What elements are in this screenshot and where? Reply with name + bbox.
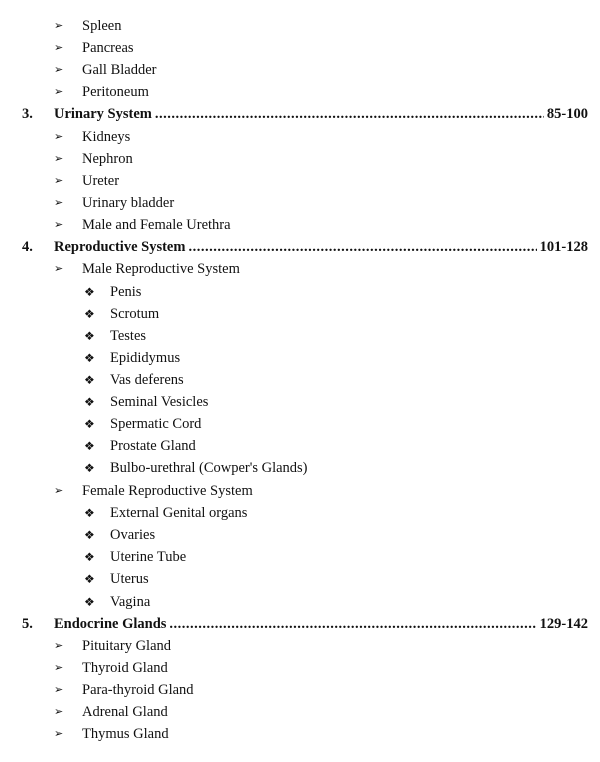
item-label: Peritoneum <box>82 84 149 100</box>
item-label: Male and Female Urethra <box>82 217 231 233</box>
item-label: Vagina <box>110 594 151 610</box>
list-item <box>54 635 171 657</box>
section-pages: 101-128 <box>539 239 588 255</box>
list-item <box>84 281 141 303</box>
item-label: Epididymus <box>110 350 181 366</box>
arrow-bullet-icon: ➢ <box>54 42 64 54</box>
section-pages: 129-142 <box>539 616 588 632</box>
item-label: Vas deferens <box>110 372 184 388</box>
list-item <box>54 126 130 148</box>
arrow-bullet-icon: ➢ <box>54 64 64 76</box>
section-title: Endocrine Glands <box>54 616 167 632</box>
section-title: Urinary System <box>54 106 152 122</box>
diamond-bullet-icon: ❖ <box>84 351 95 365</box>
arrow-bullet-icon: ➢ <box>54 662 64 674</box>
list-item <box>54 15 121 37</box>
subgroup-label: Female Reproductive System <box>82 483 253 499</box>
list-item <box>54 170 119 192</box>
item-label: Testes <box>110 328 147 344</box>
list-item <box>54 192 174 214</box>
item-label: Uterine Tube <box>110 549 187 565</box>
item-label: Kidneys <box>82 129 131 145</box>
arrow-bullet-icon: ➢ <box>54 485 64 497</box>
list-item <box>54 59 157 81</box>
diamond-bullet-icon: ❖ <box>84 506 95 520</box>
list-item <box>84 435 196 457</box>
item-label: Thymus Gland <box>82 726 169 742</box>
subgroup-label: Male Reproductive System <box>82 261 240 277</box>
section-number: 5. <box>22 616 33 632</box>
dot-leader <box>155 103 544 125</box>
item-label: Para-thyroid Gland <box>82 682 194 698</box>
diamond-bullet-icon: ❖ <box>84 439 95 453</box>
diamond-bullet-icon: ❖ <box>84 528 95 542</box>
subgroup-heading <box>54 480 253 502</box>
diamond-bullet-icon: ❖ <box>84 461 95 475</box>
list-item <box>84 347 180 369</box>
item-label: Pancreas <box>82 40 134 56</box>
section-number: 4. <box>22 239 33 255</box>
diamond-bullet-icon: ❖ <box>84 595 95 609</box>
item-label: Adrenal Gland <box>82 704 168 720</box>
section-heading-reproductive-system <box>22 236 588 258</box>
item-label: Spermatic Cord <box>110 416 202 432</box>
arrow-bullet-icon: ➢ <box>54 706 64 718</box>
dot-leader <box>169 613 536 635</box>
arrow-bullet-icon: ➢ <box>54 197 64 209</box>
item-label: Uterus <box>110 571 149 587</box>
list-item <box>54 148 133 170</box>
diamond-bullet-icon: ❖ <box>84 417 95 431</box>
item-label: Prostate Gland <box>110 438 196 454</box>
item-label: Gall Bladder <box>82 62 157 78</box>
list-item <box>54 81 149 103</box>
item-label: Spleen <box>82 18 122 34</box>
list-item <box>54 723 169 745</box>
arrow-bullet-icon: ➢ <box>54 219 64 231</box>
diamond-bullet-icon: ❖ <box>84 550 95 564</box>
list-item <box>84 524 155 546</box>
diamond-bullet-icon: ❖ <box>84 395 95 409</box>
arrow-bullet-icon: ➢ <box>54 263 64 275</box>
list-item <box>54 214 231 236</box>
diamond-bullet-icon: ❖ <box>84 285 95 299</box>
list-item <box>54 37 134 59</box>
arrow-bullet-icon: ➢ <box>54 153 64 165</box>
item-label: Nephron <box>82 151 133 167</box>
item-label: Penis <box>110 284 142 300</box>
item-label: External Genital organs <box>110 505 248 521</box>
section-pages: 85-100 <box>546 106 588 122</box>
item-label: Ureter <box>82 173 120 189</box>
dot-leader <box>188 236 536 258</box>
list-item <box>84 568 149 590</box>
diamond-bullet-icon: ❖ <box>84 329 95 343</box>
item-label: Scrotum <box>110 306 160 322</box>
subgroup-heading <box>54 258 240 280</box>
arrow-bullet-icon: ➢ <box>54 728 64 740</box>
arrow-bullet-icon: ➢ <box>54 640 64 652</box>
list-item <box>84 413 201 435</box>
section-title: Reproductive System <box>54 239 186 255</box>
diamond-bullet-icon: ❖ <box>84 307 95 321</box>
list-item <box>84 325 146 347</box>
section-number: 3. <box>22 106 33 122</box>
item-label: Bulbo-urethral (Cowper's Glands) <box>110 460 308 476</box>
item-label: Pituitary Gland <box>82 638 172 654</box>
list-item <box>84 303 159 325</box>
arrow-bullet-icon: ➢ <box>54 684 64 696</box>
arrow-bullet-icon: ➢ <box>54 175 64 187</box>
list-item <box>84 457 308 479</box>
list-item <box>54 657 168 679</box>
list-item <box>84 591 150 613</box>
arrow-bullet-icon: ➢ <box>54 131 64 143</box>
list-item <box>84 391 208 413</box>
section-heading-endocrine-glands <box>22 613 588 635</box>
item-label: Seminal Vesicles <box>110 394 209 410</box>
list-item <box>54 679 194 701</box>
item-label: Ovaries <box>110 527 156 543</box>
arrow-bullet-icon: ➢ <box>54 86 64 98</box>
section-heading-urinary-system <box>22 103 588 125</box>
list-item <box>84 502 247 524</box>
list-item <box>84 369 184 391</box>
arrow-bullet-icon: ➢ <box>54 20 64 32</box>
diamond-bullet-icon: ❖ <box>84 373 95 387</box>
item-label: Urinary bladder <box>82 195 175 211</box>
list-item <box>84 546 186 568</box>
diamond-bullet-icon: ❖ <box>84 572 95 586</box>
list-item <box>54 701 168 723</box>
item-label: Thyroid Gland <box>82 660 168 676</box>
